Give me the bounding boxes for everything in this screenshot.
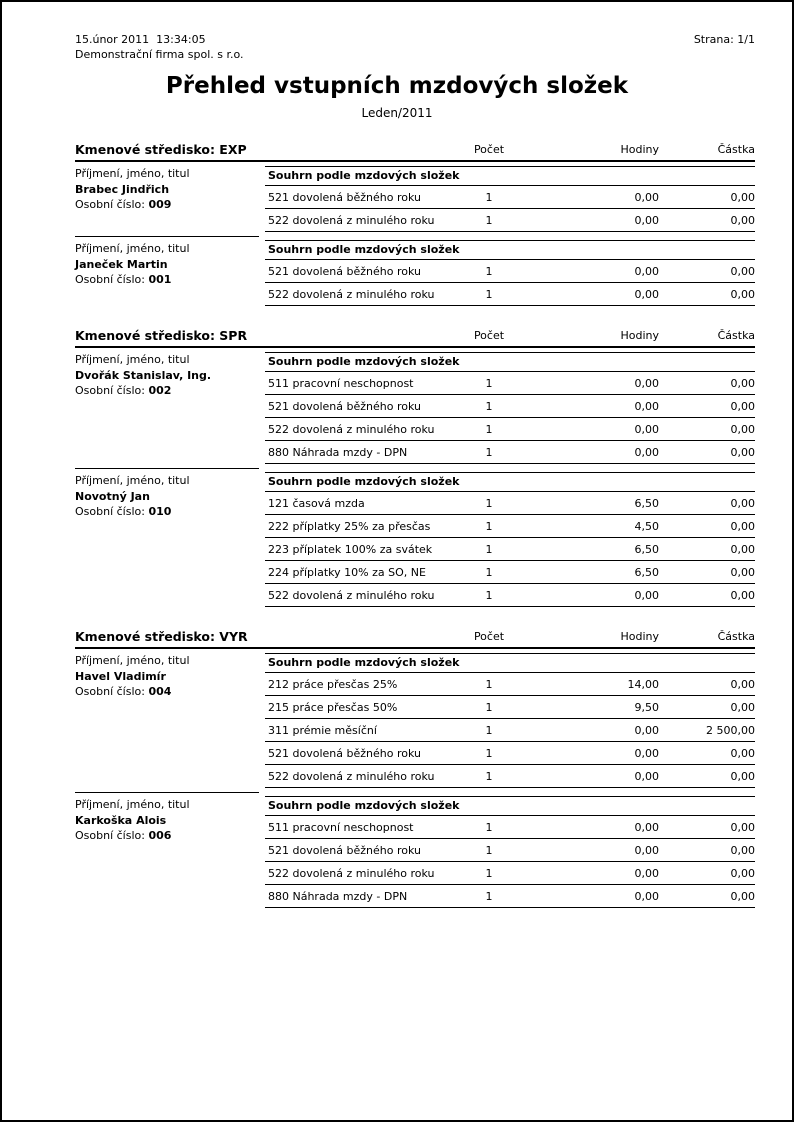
page-header-left xyxy=(75,32,244,62)
wage-component-row xyxy=(265,515,755,538)
wage-component-row xyxy=(265,742,755,765)
wage-count: 1 xyxy=(485,844,493,857)
wage-component-name: 215 práce přesčas 50% xyxy=(268,701,398,714)
wage-component-row xyxy=(265,719,755,742)
personal-number-label: Osobní číslo: xyxy=(75,685,145,698)
wage-component-row xyxy=(265,441,755,464)
employee-name: Brabec Jindřich xyxy=(75,182,170,196)
wage-amount: 0,00 xyxy=(730,770,755,783)
employee-info xyxy=(75,236,259,306)
wage-component-name: 521 dovolená běžného roku xyxy=(268,265,421,278)
wage-component-row xyxy=(265,816,755,839)
wage-count: 1 xyxy=(485,543,493,556)
wage-amount: 0,00 xyxy=(730,214,755,227)
wage-count: 1 xyxy=(485,821,493,834)
wage-count: 1 xyxy=(485,747,493,760)
employee-name: Janeček Martin xyxy=(75,257,168,271)
cost-center-section xyxy=(75,142,755,306)
wage-hours: 0,00 xyxy=(634,724,659,737)
summary-header: Souhrn podle mzdových složek xyxy=(265,796,755,816)
personal-number-label: Osobní číslo: xyxy=(75,505,145,518)
wage-hours: 0,00 xyxy=(634,214,659,227)
section-header-row xyxy=(75,142,755,162)
employee-block xyxy=(75,162,755,232)
summary-header: Souhrn podle mzdových složek xyxy=(265,240,755,260)
wage-component-name: 311 prémie měsíční xyxy=(268,724,377,737)
wage-count: 1 xyxy=(485,288,493,301)
personal-number-line xyxy=(75,684,259,700)
employee-name: Novotný Jan xyxy=(75,489,150,503)
wage-hours: 6,50 xyxy=(634,497,659,510)
wage-count: 1 xyxy=(485,589,493,602)
wage-components-table xyxy=(265,792,755,908)
wage-hours: 0,00 xyxy=(634,867,659,880)
wage-component-name: 511 pracovní neschopnost xyxy=(268,377,414,390)
wage-amount: 0,00 xyxy=(730,377,755,390)
section-header-row xyxy=(75,328,755,348)
wage-amount: 0,00 xyxy=(730,520,755,533)
wage-hours: 9,50 xyxy=(634,701,659,714)
wage-amount: 0,00 xyxy=(730,497,755,510)
wage-hours: 0,00 xyxy=(634,423,659,436)
wage-component-name: 522 dovolená z minulého roku xyxy=(268,423,435,436)
column-header-hodiny: Hodiny xyxy=(620,329,659,342)
wage-component-row xyxy=(265,418,755,441)
column-header-pocet: Počet xyxy=(473,329,505,342)
personal-number-value: 001 xyxy=(148,273,172,286)
wage-amount: 0,00 xyxy=(730,844,755,857)
section-header-row xyxy=(75,629,755,649)
wage-components-table xyxy=(265,162,755,232)
wage-count: 1 xyxy=(485,377,493,390)
wage-components-table xyxy=(265,468,755,607)
employees-list xyxy=(75,348,755,607)
cost-center-section xyxy=(75,328,755,607)
employee-info xyxy=(75,792,259,908)
report-period: Leden/2011 xyxy=(361,106,433,120)
wage-count: 1 xyxy=(485,701,493,714)
wage-amount: 0,00 xyxy=(730,589,755,602)
cost-center-title: Kmenové středisko: EXP xyxy=(75,142,247,157)
wage-hours: 0,00 xyxy=(634,589,659,602)
cost-center-title: Kmenové středisko: VYR xyxy=(75,629,248,644)
wage-component-row xyxy=(265,673,755,696)
wage-hours: 0,00 xyxy=(634,265,659,278)
employee-block xyxy=(75,348,755,464)
summary-header: Souhrn podle mzdových složek xyxy=(265,352,755,372)
report-datetime: 15.únor 2011 13:34:05 xyxy=(75,33,206,46)
wage-hours: 0,00 xyxy=(634,377,659,390)
wage-component-name: 522 dovolená z minulého roku xyxy=(268,288,435,301)
employee-block xyxy=(75,236,755,306)
employee-caption: Příjmení, jméno, titul xyxy=(75,242,190,255)
wage-rows xyxy=(265,673,755,788)
wage-component-name: 212 práce přesčas 25% xyxy=(268,678,398,691)
wage-component-row xyxy=(265,260,755,283)
wage-amount: 0,00 xyxy=(730,543,755,556)
summary-header: Souhrn podle mzdových složek xyxy=(265,653,755,673)
employee-info xyxy=(75,468,259,607)
wage-amount: 2 500,00 xyxy=(706,724,755,737)
wage-component-name: 522 dovolená z minulého roku xyxy=(268,770,435,783)
column-header-castka: Částka xyxy=(717,143,755,156)
wage-hours: 0,00 xyxy=(634,844,659,857)
column-header-castka: Částka xyxy=(717,630,755,643)
personal-number-value: 010 xyxy=(148,505,172,518)
wage-count: 1 xyxy=(485,265,493,278)
company-name: Demonstrační firma spol. s r.o. xyxy=(75,48,244,61)
wage-component-row xyxy=(265,839,755,862)
wage-hours: 0,00 xyxy=(634,770,659,783)
employee-caption: Příjmení, jméno, titul xyxy=(75,474,190,487)
column-header-hodiny: Hodiny xyxy=(620,143,659,156)
wage-rows xyxy=(265,372,755,464)
page-number: Strana: 1/1 xyxy=(693,33,755,46)
wage-amount: 0,00 xyxy=(730,400,755,413)
wage-hours: 4,50 xyxy=(634,520,659,533)
wage-component-name: 522 dovolená z minulého roku xyxy=(268,214,435,227)
wage-components-table xyxy=(265,236,755,306)
employee-block xyxy=(75,792,755,908)
wage-amount: 0,00 xyxy=(730,701,755,714)
wage-component-name: 223 příplatek 100% za svátek xyxy=(268,543,433,556)
personal-number-line xyxy=(75,504,259,520)
wage-amount: 0,00 xyxy=(730,566,755,579)
wage-hours: 6,50 xyxy=(634,566,659,579)
employees-list xyxy=(75,649,755,908)
summary-header: Souhrn podle mzdových složek xyxy=(265,472,755,492)
wage-component-name: 224 příplatky 10% za SO, NE xyxy=(268,566,426,579)
wage-hours: 0,00 xyxy=(634,890,659,903)
wage-count: 1 xyxy=(485,724,493,737)
wage-component-name: 121 časová mzda xyxy=(268,497,365,510)
wage-hours: 0,00 xyxy=(634,191,659,204)
wage-count: 1 xyxy=(485,497,493,510)
wage-amount: 0,00 xyxy=(730,191,755,204)
wage-count: 1 xyxy=(485,678,493,691)
employee-caption: Příjmení, jméno, titul xyxy=(75,167,190,180)
employee-caption: Příjmení, jméno, titul xyxy=(75,798,190,811)
employee-block xyxy=(75,649,755,788)
wage-component-row xyxy=(265,372,755,395)
wage-component-row xyxy=(265,283,755,306)
wage-amount: 0,00 xyxy=(730,446,755,459)
wage-component-row xyxy=(265,765,755,788)
wage-component-row xyxy=(265,696,755,719)
employee-info xyxy=(75,649,259,788)
summary-header: Souhrn podle mzdových složek xyxy=(265,166,755,186)
personal-number-label: Osobní číslo: xyxy=(75,198,145,211)
personal-number-value: 004 xyxy=(148,685,172,698)
wage-amount: 0,00 xyxy=(730,265,755,278)
wage-hours: 0,00 xyxy=(634,446,659,459)
column-header-castka: Částka xyxy=(717,329,755,342)
wage-rows xyxy=(265,186,755,232)
employee-info xyxy=(75,162,259,232)
wage-count: 1 xyxy=(485,423,493,436)
sections-container xyxy=(75,142,755,908)
wage-component-row xyxy=(265,395,755,418)
wage-component-name: 880 Náhrada mzdy - DPN xyxy=(268,446,408,459)
personal-number-line xyxy=(75,383,259,399)
employee-caption: Příjmení, jméno, titul xyxy=(75,353,190,366)
employee-name: Havel Vladimír xyxy=(75,669,166,683)
wage-component-name: 222 příplatky 25% za přesčas xyxy=(268,520,431,533)
personal-number-value: 002 xyxy=(148,384,172,397)
wage-rows xyxy=(265,260,755,306)
wage-hours: 0,00 xyxy=(634,747,659,760)
report-title: Přehled vstupních mzdových složek xyxy=(165,73,629,99)
wage-count: 1 xyxy=(485,400,493,413)
personal-number-value: 006 xyxy=(148,829,172,842)
wage-component-row xyxy=(265,862,755,885)
wage-hours: 0,00 xyxy=(634,821,659,834)
wage-amount: 0,00 xyxy=(730,867,755,880)
wage-amount: 0,00 xyxy=(730,747,755,760)
wage-component-row xyxy=(265,885,755,908)
wage-hours: 14,00 xyxy=(627,678,659,691)
wage-component-name: 521 dovolená běžného roku xyxy=(268,844,421,857)
wage-count: 1 xyxy=(485,446,493,459)
personal-number-line xyxy=(75,272,259,288)
personal-number-label: Osobní číslo: xyxy=(75,273,145,286)
wage-count: 1 xyxy=(485,867,493,880)
personal-number-label: Osobní číslo: xyxy=(75,384,145,397)
employee-caption: Příjmení, jméno, titul xyxy=(75,654,190,667)
wage-component-row xyxy=(265,186,755,209)
wage-amount: 0,00 xyxy=(730,678,755,691)
personal-number-line xyxy=(75,197,259,213)
page-header xyxy=(75,32,755,62)
employee-info xyxy=(75,348,259,464)
wage-component-name: 511 pracovní neschopnost xyxy=(268,821,414,834)
column-header-hodiny: Hodiny xyxy=(620,630,659,643)
wage-hours: 0,00 xyxy=(634,400,659,413)
wage-component-row xyxy=(265,561,755,584)
personal-number-value: 009 xyxy=(148,198,172,211)
wage-count: 1 xyxy=(485,520,493,533)
wage-hours: 6,50 xyxy=(634,543,659,556)
employee-name: Karkoška Alois xyxy=(75,813,167,827)
wage-rows xyxy=(265,816,755,908)
cost-center-section xyxy=(75,629,755,908)
wage-count: 1 xyxy=(485,214,493,227)
wage-component-name: 522 dovolená z minulého roku xyxy=(268,589,435,602)
wage-component-name: 521 dovolená běžného roku xyxy=(268,747,421,760)
wage-amount: 0,00 xyxy=(730,423,755,436)
wage-components-table xyxy=(265,348,755,464)
personal-number-line xyxy=(75,828,259,844)
employee-block xyxy=(75,468,755,607)
wage-component-row xyxy=(265,492,755,515)
wage-component-name: 522 dovolená z minulého roku xyxy=(268,867,435,880)
cost-center-title: Kmenové středisko: SPR xyxy=(75,328,248,343)
wage-amount: 0,00 xyxy=(730,821,755,834)
wage-amount: 0,00 xyxy=(730,288,755,301)
personal-number-label: Osobní číslo: xyxy=(75,829,145,842)
wage-count: 1 xyxy=(485,770,493,783)
employee-name: Dvořák Stanislav, Ing. xyxy=(75,368,212,382)
wage-amount: 0,00 xyxy=(730,890,755,903)
wage-components-table xyxy=(265,649,755,788)
wage-count: 1 xyxy=(485,191,493,204)
wage-component-name: 521 dovolená běžného roku xyxy=(268,400,421,413)
wage-component-row xyxy=(265,209,755,232)
column-header-pocet: Počet xyxy=(473,143,505,156)
wage-count: 1 xyxy=(485,890,493,903)
wage-component-name: 880 Náhrada mzdy - DPN xyxy=(268,890,408,903)
wage-count: 1 xyxy=(485,566,493,579)
employees-list xyxy=(75,162,755,306)
wage-component-name: 521 dovolená běžného roku xyxy=(268,191,421,204)
wage-component-row xyxy=(265,538,755,561)
wage-hours: 0,00 xyxy=(634,288,659,301)
wage-rows xyxy=(265,492,755,607)
wage-component-row xyxy=(265,584,755,607)
column-header-pocet: Počet xyxy=(473,630,505,643)
